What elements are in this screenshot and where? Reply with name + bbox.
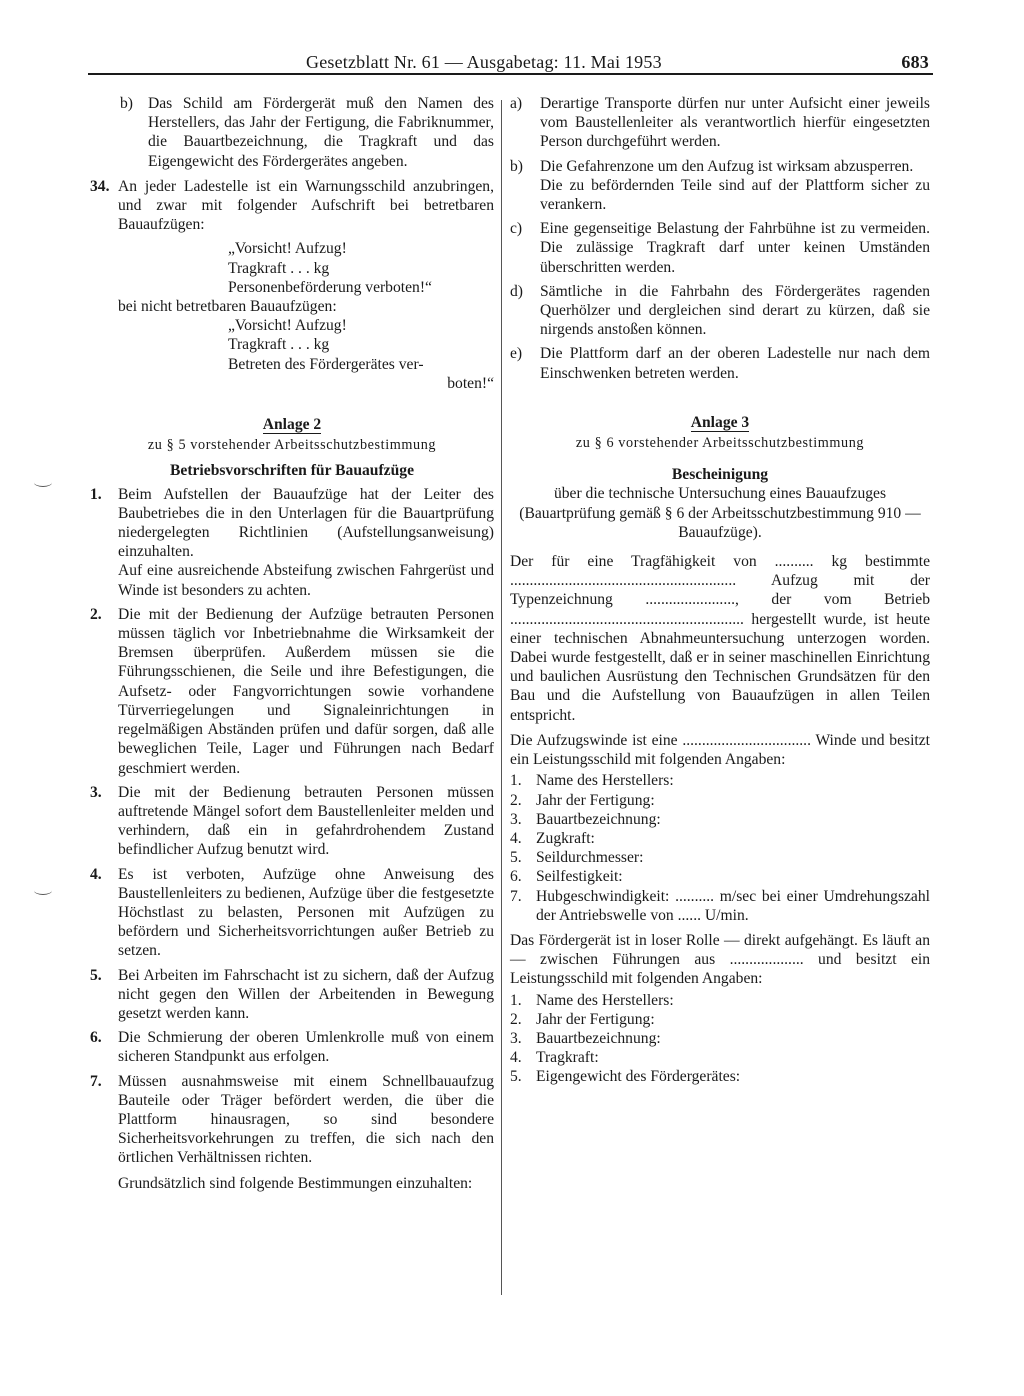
item-continuation: Auf eine ausreichende Absteifung zwischen Fahrgerüst und Winde ist besonders zu achten. bbox=[118, 562, 494, 599]
item-text: Eine gegenseitige Belastung der Fahrbühne ist zu vermeiden. Die zulässige Tragkraft darf unter keinen Umständen überschritten werden. bbox=[540, 220, 930, 276]
sign-line: Personenbeförderung verboten!“ bbox=[228, 278, 432, 296]
item-b bbox=[90, 94, 494, 171]
sign-line: „Vorsicht! Aufzug! bbox=[228, 240, 347, 258]
sign-line: Tragkraft . . . kg bbox=[228, 336, 330, 354]
sub-item-c bbox=[510, 219, 930, 277]
list-item: 5. Eigengewicht des Fördergerätes: bbox=[510, 1068, 741, 1086]
anlage-2-title bbox=[90, 415, 494, 434]
margin-mark bbox=[34, 478, 52, 487]
item-label: b) bbox=[510, 157, 523, 175]
anlage-3-subtitle: zu § 6 vorstehender Arbeitsschutzbestimmung bbox=[575, 435, 865, 452]
item-label: e) bbox=[510, 345, 523, 363]
item-label: a) bbox=[510, 95, 523, 112]
anlage-2-title-text: Anlage 2 bbox=[262, 416, 322, 434]
rule-item-7 bbox=[90, 1072, 494, 1193]
item-continuation: Grundsätzlich sind folgende Bestimmungen einzuhalten: bbox=[118, 1174, 473, 1192]
item-text: Die mit der Bedienung betrauten Personen müssen auftretende Mängel sofort dem Baustellenleiter melden und verhindern, daß ein in gefahrdrohendem Zustand befindlicher Aufzug benutzt wird. bbox=[118, 783, 494, 859]
sign-line: boten!“ bbox=[447, 374, 494, 392]
item-label: 2. bbox=[90, 605, 102, 623]
sub-item-d bbox=[510, 282, 930, 340]
right-column bbox=[510, 94, 930, 1091]
page-header bbox=[88, 48, 933, 74]
list-item: 4. Tragkraft: bbox=[510, 1049, 599, 1067]
list-item: 2. Jahr der Fertigung: bbox=[510, 1010, 655, 1028]
page-number: 683 bbox=[901, 52, 929, 72]
anlage-3-title bbox=[510, 413, 930, 432]
item-text: Bei Arbeiten im Fahrschacht ist zu sichern, daß der Aufzug nicht gegen den Willen der Arbeitenden in Bewegung gesetzt werden kann. bbox=[118, 966, 494, 1022]
item-text: Das Schild am Fördergerät muß den Namen des Herstellers, das Jahr der Fertigung, die Fabriknummer, die Bauartbezeichnung, die Tragkraft und das Eigengewicht des Fördergerätes angeben. bbox=[148, 95, 494, 170]
sign-line: Tragkraft . . . kg bbox=[228, 259, 330, 277]
certificate-paragraph-1: Der für eine Tragfähigkeit von .......... kg bestimmte .......................................................... Aufzug mit der Typenzeichnung ......................., der vom Betrieb ............................................................ hergestellt wurde, ist heute einer technischen Abnahmeuntersuchung unterzogen worden. Dabei wurde festgestellt, daß er in seiner maschinellen Einrichtung und baulichen Ausrüstung den Technischen Grundsätzen für den Bau und die Aufstellung von Bauaufzügen in allen Teilen entspricht. bbox=[510, 553, 930, 724]
item-text: Müssen ausnahmsweise mit einem Schnellbauaufzug Bauteile oder Träger befördert werden, die über die Plattform hinausragen, so sind besondere Sicherheitsvorkehrungen zu treffen, die sich nach den örtlichen Verhältnissen richten. bbox=[118, 1072, 494, 1167]
anlage-3-title-text: Anlage 3 bbox=[690, 413, 750, 431]
item-label: d) bbox=[510, 282, 523, 300]
item-label: 5. bbox=[90, 966, 102, 984]
anlage-2-subtitle: zu § 5 vorstehender Arbeitsschutzbestimmung bbox=[147, 437, 437, 454]
list-item: 7. Hubgeschwindigkeit: .......... m/sec bei einer Umdrehungszahl der Antriebswelle von ...... U/min. bbox=[510, 887, 930, 924]
item-label: 6. bbox=[90, 1029, 102, 1047]
list-item: 1. Name des Herstellers: bbox=[510, 991, 674, 1009]
winch-data-list bbox=[510, 771, 930, 925]
warning-sign-walkable bbox=[90, 239, 494, 297]
list-item: 1. Name des Herstellers: bbox=[510, 772, 674, 790]
hoist-data-list bbox=[510, 991, 930, 1087]
anlage-3-intro: über die technische Untersuchung eines Bauaufzuges (Bauartprüfung gemäß § 6 der Arbeitsschutzbestimmung 910 — Bauaufzüge). bbox=[519, 485, 921, 541]
rule-item-4 bbox=[90, 865, 494, 961]
list-item: 3. Bauartbezeichnung: bbox=[510, 810, 661, 828]
item-text: Die Plattform darf an der oberen Ladestelle nur nach dem Einschwenken betreten werden. bbox=[540, 345, 930, 382]
list-item: 6. Seilfestigkeit: bbox=[510, 868, 623, 886]
item-text: Beim Aufstellen der Bauaufzüge hat der Leiter des Baubetriebes die in den Unterlagen für die Bauartprüfung niedergelegten Richtlinien (Aufstellungsanweisung) einzuhalten. bbox=[118, 485, 494, 561]
header-title: Gesetzblatt Nr. 61 — Ausgabetag: 11. Mai 1953 bbox=[306, 52, 662, 72]
rule-item-2 bbox=[90, 605, 494, 778]
non-walkable-intro: bei nicht betretbaren Bauaufzügen: bbox=[118, 298, 337, 316]
anlage-2-heading: Betriebsvorschriften für Bauaufzüge bbox=[170, 462, 414, 480]
sub-item-b bbox=[510, 157, 930, 215]
list-item: 2. Jahr der Fertigung: bbox=[510, 791, 655, 809]
item-34 bbox=[90, 177, 494, 235]
header-rule bbox=[88, 73, 933, 75]
rule-item-1 bbox=[90, 485, 494, 600]
anlage-3-heading: Bescheinigung bbox=[671, 466, 769, 484]
item-continuation: Die zu befördernden Teile sind auf der Plattform sicher zu verankern. bbox=[540, 176, 930, 214]
certificate-paragraph-3: Das Fördergerät ist in loser Rolle — direkt aufgehängt. Es läuft an — zwischen Führungen aus ................... und besitzt ein Leistungsschild mit folgenden Angaben: bbox=[510, 931, 930, 988]
rule-item-5 bbox=[90, 966, 494, 1024]
item-text: Die mit der Bedienung der Aufzüge betrauten Personen müssen täglich vor Inbetriebnahme die Wirksamkeit der Bremsen überprüfen. Außerdem müssen sie die Führungsschienen, die Seile und ihre Befestigungen, die Aufsetz- oder Fangvorrichtungen sowie vorhandene Türverriegelungen und Signaleinrichtungen in regelmäßigen Abständen prüfen und dafür sorgen, daß alle beweglichen Teile, Lager und Führungen nach Bedarf geschmiert werden. bbox=[118, 605, 494, 777]
item-text: Sämtliche in die Fahrbahn des Fördergerätes ragenden Querhölzer und dergleichen sind derart zu kürzen, daß sie nirgends anstoßen können. bbox=[540, 282, 930, 339]
item-text: Es ist verboten, Aufzüge ohne Anweisung des Baustellenleiters zu bedienen, Aufzüge über die festgesetzte Höchstlast zu belasten, Personen mit Aufzügen zu befördern und Sicherheitsvorrichtungen außer Betrieb zu setzen. bbox=[118, 865, 494, 960]
item-text: An jeder Ladestelle ist ein Warnungsschild anzubringen, und zwar mit folgender Aufschrift bei betretbaren Bauaufzügen: bbox=[118, 177, 494, 234]
warning-sign-non-walkable bbox=[90, 316, 494, 393]
column-divider bbox=[501, 100, 502, 1295]
rule-item-3 bbox=[90, 783, 494, 860]
list-item: 5. Seildurchmesser: bbox=[510, 849, 644, 867]
sub-item-e bbox=[510, 344, 930, 382]
item-text: Derartige Transporte dürfen nur unter Aufsicht einer jeweils vom Baustellenleiter als verantwortlich hierfür eingesetzten Person durchgeführt werden. bbox=[540, 95, 930, 151]
item-text: Die Gefahrenzone um den Aufzug ist wirksam abzusperren. bbox=[540, 157, 914, 175]
item-label: 7. bbox=[90, 1072, 102, 1090]
list-item: 3. Bauartbezeichnung: bbox=[510, 1029, 661, 1047]
item-label: 4. bbox=[90, 865, 102, 883]
rule-item-6 bbox=[90, 1028, 494, 1066]
left-column bbox=[90, 94, 494, 1198]
item-label: 3. bbox=[90, 783, 102, 801]
item-label: 1. bbox=[90, 485, 102, 503]
margin-mark bbox=[34, 886, 52, 895]
item-label: b) bbox=[120, 95, 133, 112]
sub-item-a bbox=[510, 94, 930, 152]
item-label: c) bbox=[510, 220, 523, 238]
sign-line: „Vorsicht! Aufzug! bbox=[228, 317, 347, 335]
item-text: Die Schmierung der oberen Umlenkrolle muß von einem sicheren Standpunkt aus erfolgen. bbox=[118, 1029, 494, 1066]
list-item: 4. Zugkraft: bbox=[510, 829, 595, 847]
sign-line: Betreten des Fördergerätes ver- bbox=[228, 355, 424, 373]
certificate-paragraph-2: Die Aufzugswinde ist eine ................................. Winde und besitzt ein Leistungsschild mit folgenden Angaben: bbox=[510, 731, 930, 769]
item-label: 34. bbox=[90, 177, 110, 195]
